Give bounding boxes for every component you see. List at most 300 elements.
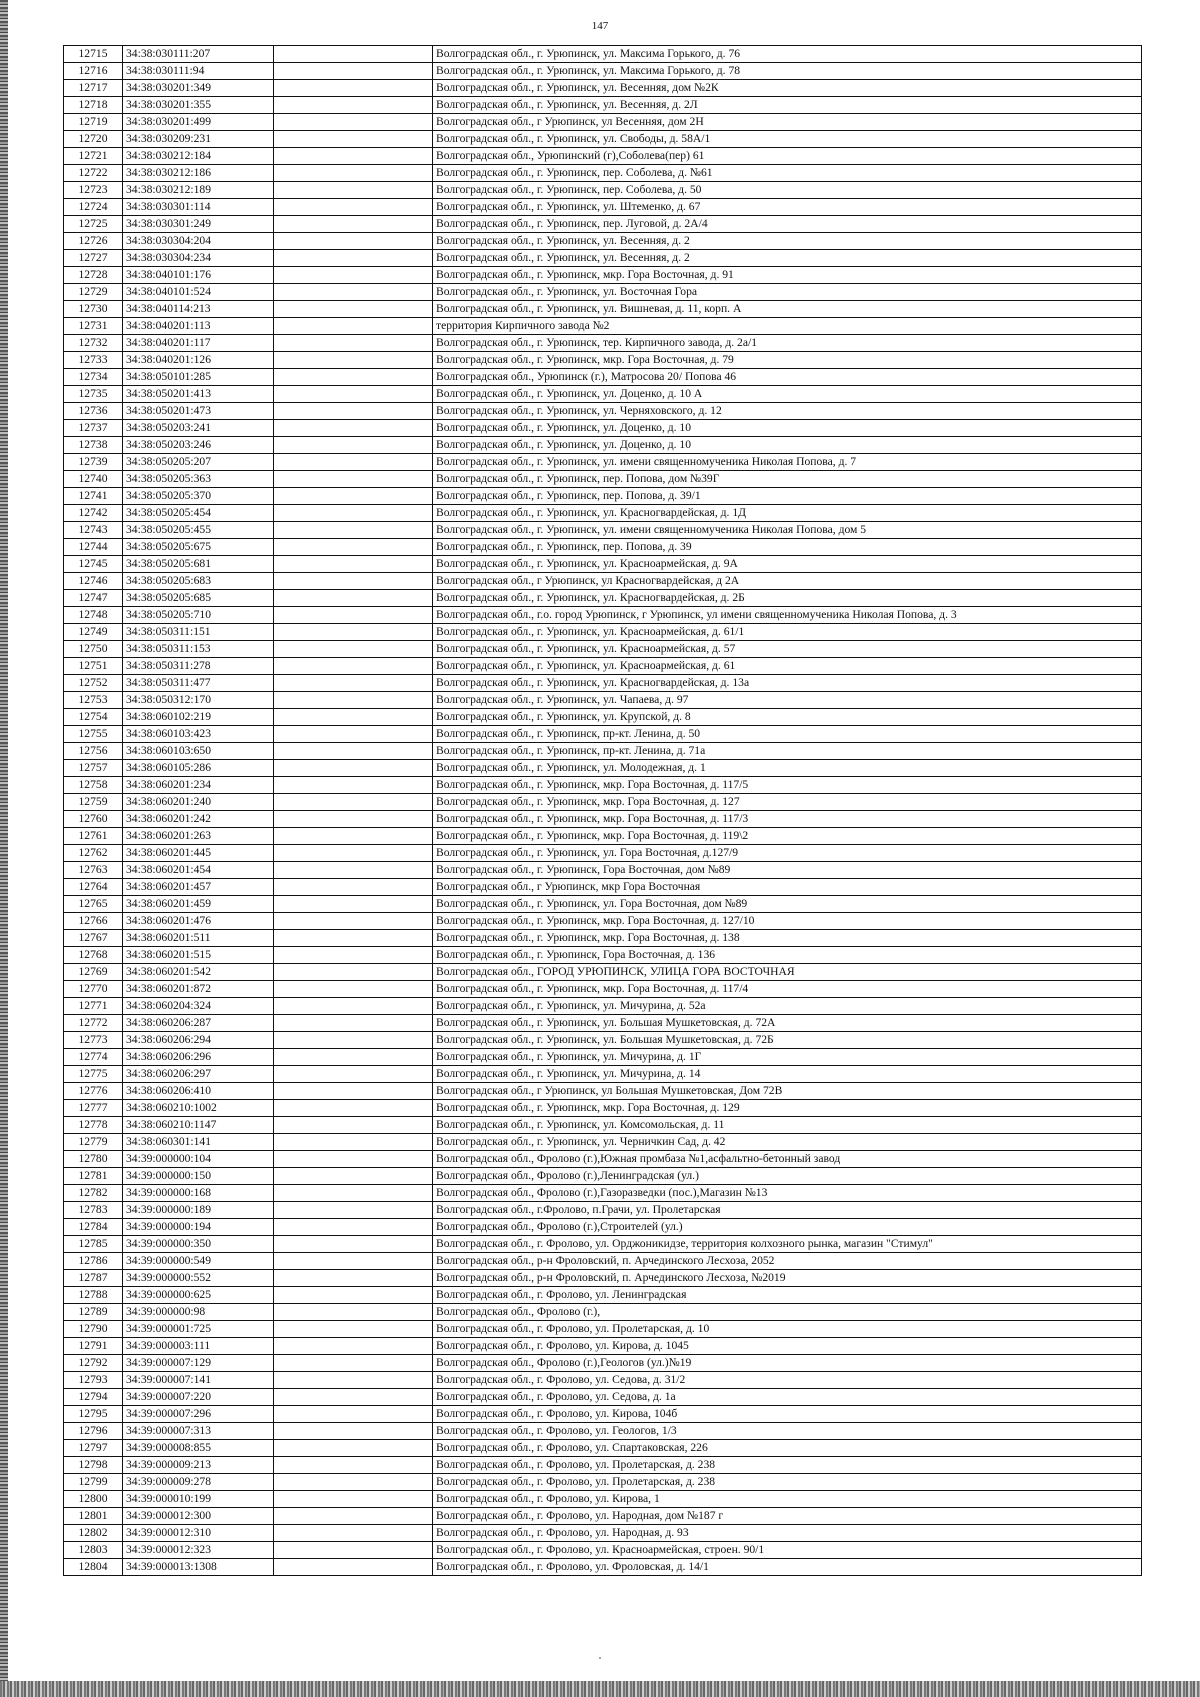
cadastral-number: 34:38:050205:370 — [123, 488, 274, 505]
address: Волгоградская обл., г. Урюпинск, ул. Чапаева, д. 97 — [433, 692, 1142, 709]
address: Волгоградская обл., г. Фролово, ул. Народная, д. 93 — [433, 1525, 1142, 1542]
row-number: 12780 — [64, 1151, 123, 1168]
blank-cell — [274, 658, 433, 675]
table-row — [64, 1049, 1142, 1066]
address: Волгоградская обл., г Урюпинск, ул Весенняя, дом 2Н — [433, 114, 1142, 131]
row-number: 12766 — [64, 913, 123, 930]
row-number: 12776 — [64, 1083, 123, 1100]
row-number: 12791 — [64, 1338, 123, 1355]
blank-cell — [274, 1015, 433, 1032]
address: Волгоградская обл., Фролово (г.),Газоразведки (пос.),Магазин №13 — [433, 1185, 1142, 1202]
table-row — [64, 1066, 1142, 1083]
blank-cell — [274, 250, 433, 267]
cadastral-number: 34:38:060103:650 — [123, 743, 274, 760]
row-number: 12798 — [64, 1457, 123, 1474]
blank-cell — [274, 182, 433, 199]
address: Волгоградская обл., г. Урюпинск, пр-кт. Ленина, д. 71а — [433, 743, 1142, 760]
table-row — [64, 573, 1142, 590]
row-number: 12725 — [64, 216, 123, 233]
blank-cell — [274, 743, 433, 760]
table-row — [64, 709, 1142, 726]
table-row — [64, 1100, 1142, 1117]
blank-cell — [274, 964, 433, 981]
cadastral-number: 34:39:000000:549 — [123, 1253, 274, 1270]
row-number: 12737 — [64, 420, 123, 437]
blank-cell — [274, 386, 433, 403]
cadastral-number: 34:38:050312:170 — [123, 692, 274, 709]
table-row — [64, 1389, 1142, 1406]
table-row — [64, 1491, 1142, 1508]
cadastral-number: 34:39:000007:129 — [123, 1355, 274, 1372]
blank-cell — [274, 624, 433, 641]
address: Волгоградская обл., р-н Фроловский, п. Арчединского Лесхоза, 2052 — [433, 1253, 1142, 1270]
table-row — [64, 301, 1142, 318]
address: Волгоградская обл., г. Урюпинск, ул. Доценко, д. 10 А — [433, 386, 1142, 403]
cadastral-number: 34:39:000000:150 — [123, 1168, 274, 1185]
row-number: 12716 — [64, 63, 123, 80]
cadastral-number: 34:38:060206:287 — [123, 1015, 274, 1032]
blank-cell — [274, 879, 433, 896]
address: Волгоградская обл., г. Фролово, ул. Пролетарская, д. 238 — [433, 1474, 1142, 1491]
table-row — [64, 930, 1142, 947]
scan-edge-left — [0, 0, 8, 1697]
blank-cell — [274, 1321, 433, 1338]
address: Волгоградская обл., г. Урюпинск, Гора Восточная, дом №89 — [433, 862, 1142, 879]
row-number: 12757 — [64, 760, 123, 777]
blank-cell — [274, 233, 433, 250]
blank-cell — [274, 522, 433, 539]
blank-cell — [274, 216, 433, 233]
table-row — [64, 471, 1142, 488]
cadastral-number: 34:38:060206:294 — [123, 1032, 274, 1049]
row-number: 12768 — [64, 947, 123, 964]
row-number: 12793 — [64, 1372, 123, 1389]
row-number: 12802 — [64, 1525, 123, 1542]
row-number: 12739 — [64, 454, 123, 471]
row-number: 12767 — [64, 930, 123, 947]
cadastral-number: 34:39:000000:189 — [123, 1202, 274, 1219]
blank-cell — [274, 352, 433, 369]
address: Волгоградская обл., г. Урюпинск, ул. Весенняя, д. 2 — [433, 233, 1142, 250]
cadastral-number: 34:38:040201:126 — [123, 352, 274, 369]
address: Волгоградская обл., г. Урюпинск, ул. Мичурина, д. 52а — [433, 998, 1142, 1015]
cadastral-number: 34:38:060102:219 — [123, 709, 274, 726]
row-number: 12753 — [64, 692, 123, 709]
cadastral-number: 34:38:060204:324 — [123, 998, 274, 1015]
row-number: 12775 — [64, 1066, 123, 1083]
cadastral-number: 34:39:000007:313 — [123, 1423, 274, 1440]
cadastral-number: 34:38:030301:114 — [123, 199, 274, 216]
table-row — [64, 1236, 1142, 1253]
blank-cell — [274, 1202, 433, 1219]
blank-cell — [274, 1066, 433, 1083]
row-number: 12751 — [64, 658, 123, 675]
cadastral-number: 34:38:060201:476 — [123, 913, 274, 930]
address: Волгоградская обл., г. Урюпинск, ул. Красногвардейская, д. 2Б — [433, 590, 1142, 607]
row-number: 12747 — [64, 590, 123, 607]
address: Волгоградская обл., г. Урюпинск, ул. Красноармейская, д. 61 — [433, 658, 1142, 675]
cadastral-number: 34:39:000007:296 — [123, 1406, 274, 1423]
cadastral-number: 34:38:030201:355 — [123, 97, 274, 114]
table-row — [64, 454, 1142, 471]
blank-cell — [274, 454, 433, 471]
row-number: 12748 — [64, 607, 123, 624]
table-row — [64, 1304, 1142, 1321]
address: Волгоградская обл., г. Урюпинск, ул. Красноармейская, д. 61/1 — [433, 624, 1142, 641]
row-number: 12754 — [64, 709, 123, 726]
address: Волгоградская обл., р-н Фроловский, п. Арчединского Лесхоза, №2019 — [433, 1270, 1142, 1287]
address: Волгоградская обл., г. Фролово, ул. Красноармейская, строен. 90/1 — [433, 1542, 1142, 1559]
address: Волгоградская обл., г. Урюпинск, ул. Весенняя, д. 2 — [433, 250, 1142, 267]
table-row — [64, 437, 1142, 454]
row-number: 12781 — [64, 1168, 123, 1185]
cadastral-number: 34:39:000000:552 — [123, 1270, 274, 1287]
row-number: 12759 — [64, 794, 123, 811]
address: Волгоградская обл., г. Фролово, ул. Геологов, 1/3 — [433, 1423, 1142, 1440]
blank-cell — [274, 794, 433, 811]
row-number: 12746 — [64, 573, 123, 590]
table-row — [64, 63, 1142, 80]
row-number: 12727 — [64, 250, 123, 267]
row-number: 12756 — [64, 743, 123, 760]
blank-cell — [274, 981, 433, 998]
address: Волгоградская обл., г. Урюпинск, ул. Гора Восточная, дом №89 — [433, 896, 1142, 913]
address: Волгоградская обл., г. Урюпинск, ул. Восточная Гора — [433, 284, 1142, 301]
address: Волгоградская обл., г. Урюпинск, пер. Попова, д. 39 — [433, 539, 1142, 556]
row-number: 12782 — [64, 1185, 123, 1202]
address: Волгоградская обл., г. Урюпинск, мкр. Гора Восточная, д. 91 — [433, 267, 1142, 284]
table-row — [64, 182, 1142, 199]
table-row — [64, 913, 1142, 930]
blank-cell — [274, 97, 433, 114]
address: Волгоградская обл., г. Урюпинск, ул. Доценко, д. 10 — [433, 437, 1142, 454]
row-number: 12799 — [64, 1474, 123, 1491]
table-row — [64, 250, 1142, 267]
blank-cell — [274, 1219, 433, 1236]
row-number: 12769 — [64, 964, 123, 981]
table-row — [64, 403, 1142, 420]
table-row — [64, 335, 1142, 352]
blank-cell — [274, 692, 433, 709]
cadastral-number: 34:38:030111:94 — [123, 63, 274, 80]
address: Волгоградская обл., г. Урюпинск, ул. Вишневая, д. 11, корп. А — [433, 301, 1142, 318]
row-number: 12740 — [64, 471, 123, 488]
blank-cell — [274, 726, 433, 743]
address: Волгоградская обл., г. Урюпинск, ул. Мичурина, д. 14 — [433, 1066, 1142, 1083]
address: Волгоградская обл., г. Урюпинск, ул. Красногвардейская, д. 1Д — [433, 505, 1142, 522]
cadastral-number: 34:38:050201:413 — [123, 386, 274, 403]
address: Волгоградская обл., г.Фролово, п.Грачи, ул. Пролетарская — [433, 1202, 1142, 1219]
row-number: 12729 — [64, 284, 123, 301]
blank-cell — [274, 471, 433, 488]
address: Волгоградская обл., г. Урюпинск, ул. Штеменко, д. 67 — [433, 199, 1142, 216]
address: Волгоградская обл., г Урюпинск, ул Красногвардейская, д 2А — [433, 573, 1142, 590]
row-number: 12788 — [64, 1287, 123, 1304]
cadastral-number: 34:38:030201:499 — [123, 114, 274, 131]
row-number: 12795 — [64, 1406, 123, 1423]
blank-cell — [274, 777, 433, 794]
cadastral-number: 34:38:030212:186 — [123, 165, 274, 182]
address: Волгоградская обл., г. Урюпинск, ул. имени священномученика Николая Попова, дом 5 — [433, 522, 1142, 539]
cadastral-number: 34:38:050205:207 — [123, 454, 274, 471]
cadastral-number: 34:38:030209:231 — [123, 131, 274, 148]
row-number: 12752 — [64, 675, 123, 692]
address: Волгоградская обл., г. Фролово, ул. Кирова, 104б — [433, 1406, 1142, 1423]
table-row — [64, 981, 1142, 998]
blank-cell — [274, 131, 433, 148]
row-number: 12800 — [64, 1491, 123, 1508]
address: Волгоградская обл., г. Урюпинск, пр-кт. Ленина, д. 50 — [433, 726, 1142, 743]
address: Волгоградская обл., г. Урюпинск, ул. Красногвардейская, д. 13а — [433, 675, 1142, 692]
cadastral-number: 34:38:050205:454 — [123, 505, 274, 522]
scan-speck — [599, 1657, 601, 1659]
table-row — [64, 1440, 1142, 1457]
blank-cell — [274, 1083, 433, 1100]
table-row — [64, 1559, 1142, 1576]
blank-cell — [274, 488, 433, 505]
row-number: 12761 — [64, 828, 123, 845]
blank-cell — [274, 335, 433, 352]
cadastral-number: 34:38:030301:249 — [123, 216, 274, 233]
table-row — [64, 1508, 1142, 1525]
address: Волгоградская обл., г. Урюпинск, мкр. Гора Восточная, д. 119\2 — [433, 828, 1142, 845]
cadastral-number: 34:39:000010:199 — [123, 1491, 274, 1508]
blank-cell — [274, 930, 433, 947]
table-row — [64, 114, 1142, 131]
row-number: 12718 — [64, 97, 123, 114]
address: Волгоградская обл., г. Урюпинск, мкр. Гора Восточная, д. 117/4 — [433, 981, 1142, 998]
table-row — [64, 505, 1142, 522]
blank-cell — [274, 845, 433, 862]
row-number: 12792 — [64, 1355, 123, 1372]
cadastral-number: 34:38:050311:153 — [123, 641, 274, 658]
row-number: 12731 — [64, 318, 123, 335]
address: Волгоградская обл., г. Урюпинск, ул. Весенняя, д. 2Л — [433, 97, 1142, 114]
table-row — [64, 879, 1142, 896]
cadastral-number: 34:39:000000:625 — [123, 1287, 274, 1304]
blank-cell — [274, 1117, 433, 1134]
cadastral-number: 34:38:050203:241 — [123, 420, 274, 437]
table-row — [64, 148, 1142, 165]
address: Волгоградская обл., Фролово (г.),Геологов (ул.)№19 — [433, 1355, 1142, 1372]
row-number: 12717 — [64, 80, 123, 97]
row-number: 12728 — [64, 267, 123, 284]
blank-cell — [274, 760, 433, 777]
table-row — [64, 743, 1142, 760]
table-row — [64, 539, 1142, 556]
blank-cell — [274, 1151, 433, 1168]
blank-cell — [274, 1185, 433, 1202]
cadastral-number: 34:38:040101:176 — [123, 267, 274, 284]
table-row — [64, 1083, 1142, 1100]
table-row — [64, 488, 1142, 505]
cadastral-number: 34:39:000012:323 — [123, 1542, 274, 1559]
address: Волгоградская обл., г Урюпинск, ул Большая Мушкетовская, Дом 72В — [433, 1083, 1142, 1100]
address: Волгоградская обл., г. Урюпинск, мкр. Гора Восточная, д. 129 — [433, 1100, 1142, 1117]
blank-cell — [274, 828, 433, 845]
cadastral-number: 34:38:050205:710 — [123, 607, 274, 624]
table-row — [64, 131, 1142, 148]
address: Волгоградская обл., г. Урюпинск, пер. Попова, дом №39Г — [433, 471, 1142, 488]
blank-cell — [274, 862, 433, 879]
address: Волгоградская обл., г. Фролово, ул. Седова, д. 1а — [433, 1389, 1142, 1406]
cadastral-number: 34:38:050205:683 — [123, 573, 274, 590]
cadastral-number: 34:38:060105:286 — [123, 760, 274, 777]
blank-cell — [274, 1253, 433, 1270]
address: Волгоградская обл., Фролово (г.),Строителей (ул.) — [433, 1219, 1142, 1236]
cadastral-number: 34:39:000000:104 — [123, 1151, 274, 1168]
cadastral-number: 34:39:000007:141 — [123, 1372, 274, 1389]
table-row — [64, 1406, 1142, 1423]
row-number: 12732 — [64, 335, 123, 352]
blank-cell — [274, 437, 433, 454]
registry-table — [63, 45, 1142, 1576]
cadastral-number: 34:38:030212:184 — [123, 148, 274, 165]
address: Волгоградская обл., г. Урюпинск, ул. Весенняя, дом №2К — [433, 80, 1142, 97]
blank-cell — [274, 1508, 433, 1525]
table-row — [64, 386, 1142, 403]
cadastral-number: 34:38:060201:872 — [123, 981, 274, 998]
cadastral-number: 34:39:000009:213 — [123, 1457, 274, 1474]
blank-cell — [274, 1168, 433, 1185]
address: Волгоградская обл., г.о. город Урюпинск, г Урюпинск, ул имени священномученика Николая Попова, д. 3 — [433, 607, 1142, 624]
blank-cell — [274, 114, 433, 131]
address: Волгоградская обл., ГОРОД УРЮПИНСК, УЛИЦА ГОРА ВОСТОЧНАЯ — [433, 964, 1142, 981]
row-number: 12719 — [64, 114, 123, 131]
address: Волгоградская обл., г. Урюпинск, ул. Доценко, д. 10 — [433, 420, 1142, 437]
cadastral-number: 34:38:060206:296 — [123, 1049, 274, 1066]
address: Волгоградская обл., Урюпинск (г.), Матросова 20/ Попова 46 — [433, 369, 1142, 386]
cadastral-number: 34:38:050205:363 — [123, 471, 274, 488]
blank-cell — [274, 1423, 433, 1440]
cadastral-number: 34:38:060301:141 — [123, 1134, 274, 1151]
row-number: 12742 — [64, 505, 123, 522]
cadastral-number: 34:39:000012:300 — [123, 1508, 274, 1525]
row-number: 12779 — [64, 1134, 123, 1151]
table-row — [64, 692, 1142, 709]
address: Волгоградская обл., г. Урюпинск, пер. Попова, д. 39/1 — [433, 488, 1142, 505]
table-row — [64, 1474, 1142, 1491]
cadastral-number: 34:38:060201:515 — [123, 947, 274, 964]
table-row — [64, 1219, 1142, 1236]
address: территория Кирпичного завода №2 — [433, 318, 1142, 335]
cadastral-number: 34:38:050203:246 — [123, 437, 274, 454]
row-number: 12790 — [64, 1321, 123, 1338]
row-number: 12803 — [64, 1542, 123, 1559]
table-row — [64, 1355, 1142, 1372]
row-number: 12794 — [64, 1389, 123, 1406]
row-number: 12721 — [64, 148, 123, 165]
cadastral-number: 34:38:030304:204 — [123, 233, 274, 250]
blank-cell — [274, 80, 433, 97]
blank-cell — [274, 1287, 433, 1304]
blank-cell — [274, 284, 433, 301]
table-row — [64, 1423, 1142, 1440]
cadastral-number: 34:39:000003:111 — [123, 1338, 274, 1355]
cadastral-number: 34:38:060201:242 — [123, 811, 274, 828]
cadastral-number: 34:38:060201:454 — [123, 862, 274, 879]
blank-cell — [274, 998, 433, 1015]
table-row — [64, 726, 1142, 743]
table-row — [64, 1338, 1142, 1355]
row-number: 12733 — [64, 352, 123, 369]
row-number: 12750 — [64, 641, 123, 658]
address: Волгоградская обл., г. Урюпинск, ул. Свободы, д. 58А/1 — [433, 131, 1142, 148]
blank-cell — [274, 709, 433, 726]
address: Волгоградская обл., г. Фролово, ул. Седова, д. 31/2 — [433, 1372, 1142, 1389]
table-row — [64, 1542, 1142, 1559]
cadastral-number: 34:39:000009:278 — [123, 1474, 274, 1491]
table-row — [64, 1117, 1142, 1134]
row-number: 12765 — [64, 896, 123, 913]
table-row — [64, 998, 1142, 1015]
address: Волгоградская обл., г. Фролово, ул. Орджоникидзе, территория колхозного рынка, магазин "Стимул" — [433, 1236, 1142, 1253]
cadastral-number: 34:38:060201:459 — [123, 896, 274, 913]
blank-cell — [274, 318, 433, 335]
row-number: 12736 — [64, 403, 123, 420]
table-row — [64, 1270, 1142, 1287]
blank-cell — [274, 1355, 433, 1372]
address: Волгоградская обл., г. Урюпинск, ул. Черняховского, д. 12 — [433, 403, 1142, 420]
blank-cell — [274, 641, 433, 658]
blank-cell — [274, 1304, 433, 1321]
row-number: 12777 — [64, 1100, 123, 1117]
address: Волгоградская обл., г. Урюпинск, пер. Соболева, д. 50 — [433, 182, 1142, 199]
table-row — [64, 590, 1142, 607]
row-number: 12773 — [64, 1032, 123, 1049]
table-row — [64, 896, 1142, 913]
table-row — [64, 675, 1142, 692]
row-number: 12771 — [64, 998, 123, 1015]
table-row — [64, 947, 1142, 964]
row-number: 12738 — [64, 437, 123, 454]
row-number: 12778 — [64, 1117, 123, 1134]
table-row — [64, 624, 1142, 641]
cadastral-number: 34:38:060201:542 — [123, 964, 274, 981]
cadastral-number: 34:39:000000:194 — [123, 1219, 274, 1236]
cadastral-number: 34:38:060103:423 — [123, 726, 274, 743]
blank-cell — [274, 403, 433, 420]
address: Волгоградская обл., г. Урюпинск, ул. Красноармейская, д. 57 — [433, 641, 1142, 658]
row-number: 12735 — [64, 386, 123, 403]
table-row — [64, 1287, 1142, 1304]
cadastral-number: 34:38:050311:151 — [123, 624, 274, 641]
row-number: 12774 — [64, 1049, 123, 1066]
address: Волгоградская обл., г. Фролово, ул. Пролетарская, д. 238 — [433, 1457, 1142, 1474]
cadastral-number: 34:38:040114:213 — [123, 301, 274, 318]
blank-cell — [274, 1338, 433, 1355]
blank-cell — [274, 1032, 433, 1049]
cadastral-number: 34:39:000008:855 — [123, 1440, 274, 1457]
row-number: 12763 — [64, 862, 123, 879]
blank-cell — [274, 199, 433, 216]
blank-cell — [274, 148, 433, 165]
row-number: 12787 — [64, 1270, 123, 1287]
cadastral-number: 34:39:000012:310 — [123, 1525, 274, 1542]
address: Волгоградская обл., г. Урюпинск, ул. Большая Мушкетовская, д. 72Б — [433, 1032, 1142, 1049]
table-row — [64, 1032, 1142, 1049]
table-row — [64, 777, 1142, 794]
table-row — [64, 658, 1142, 675]
table-row — [64, 80, 1142, 97]
table-row — [64, 233, 1142, 250]
blank-cell — [274, 1474, 433, 1491]
cadastral-number: 34:38:050311:477 — [123, 675, 274, 692]
table-row — [64, 556, 1142, 573]
blank-cell — [274, 811, 433, 828]
cadastral-number: 34:39:000013:1308 — [123, 1559, 274, 1576]
row-number: 12724 — [64, 199, 123, 216]
